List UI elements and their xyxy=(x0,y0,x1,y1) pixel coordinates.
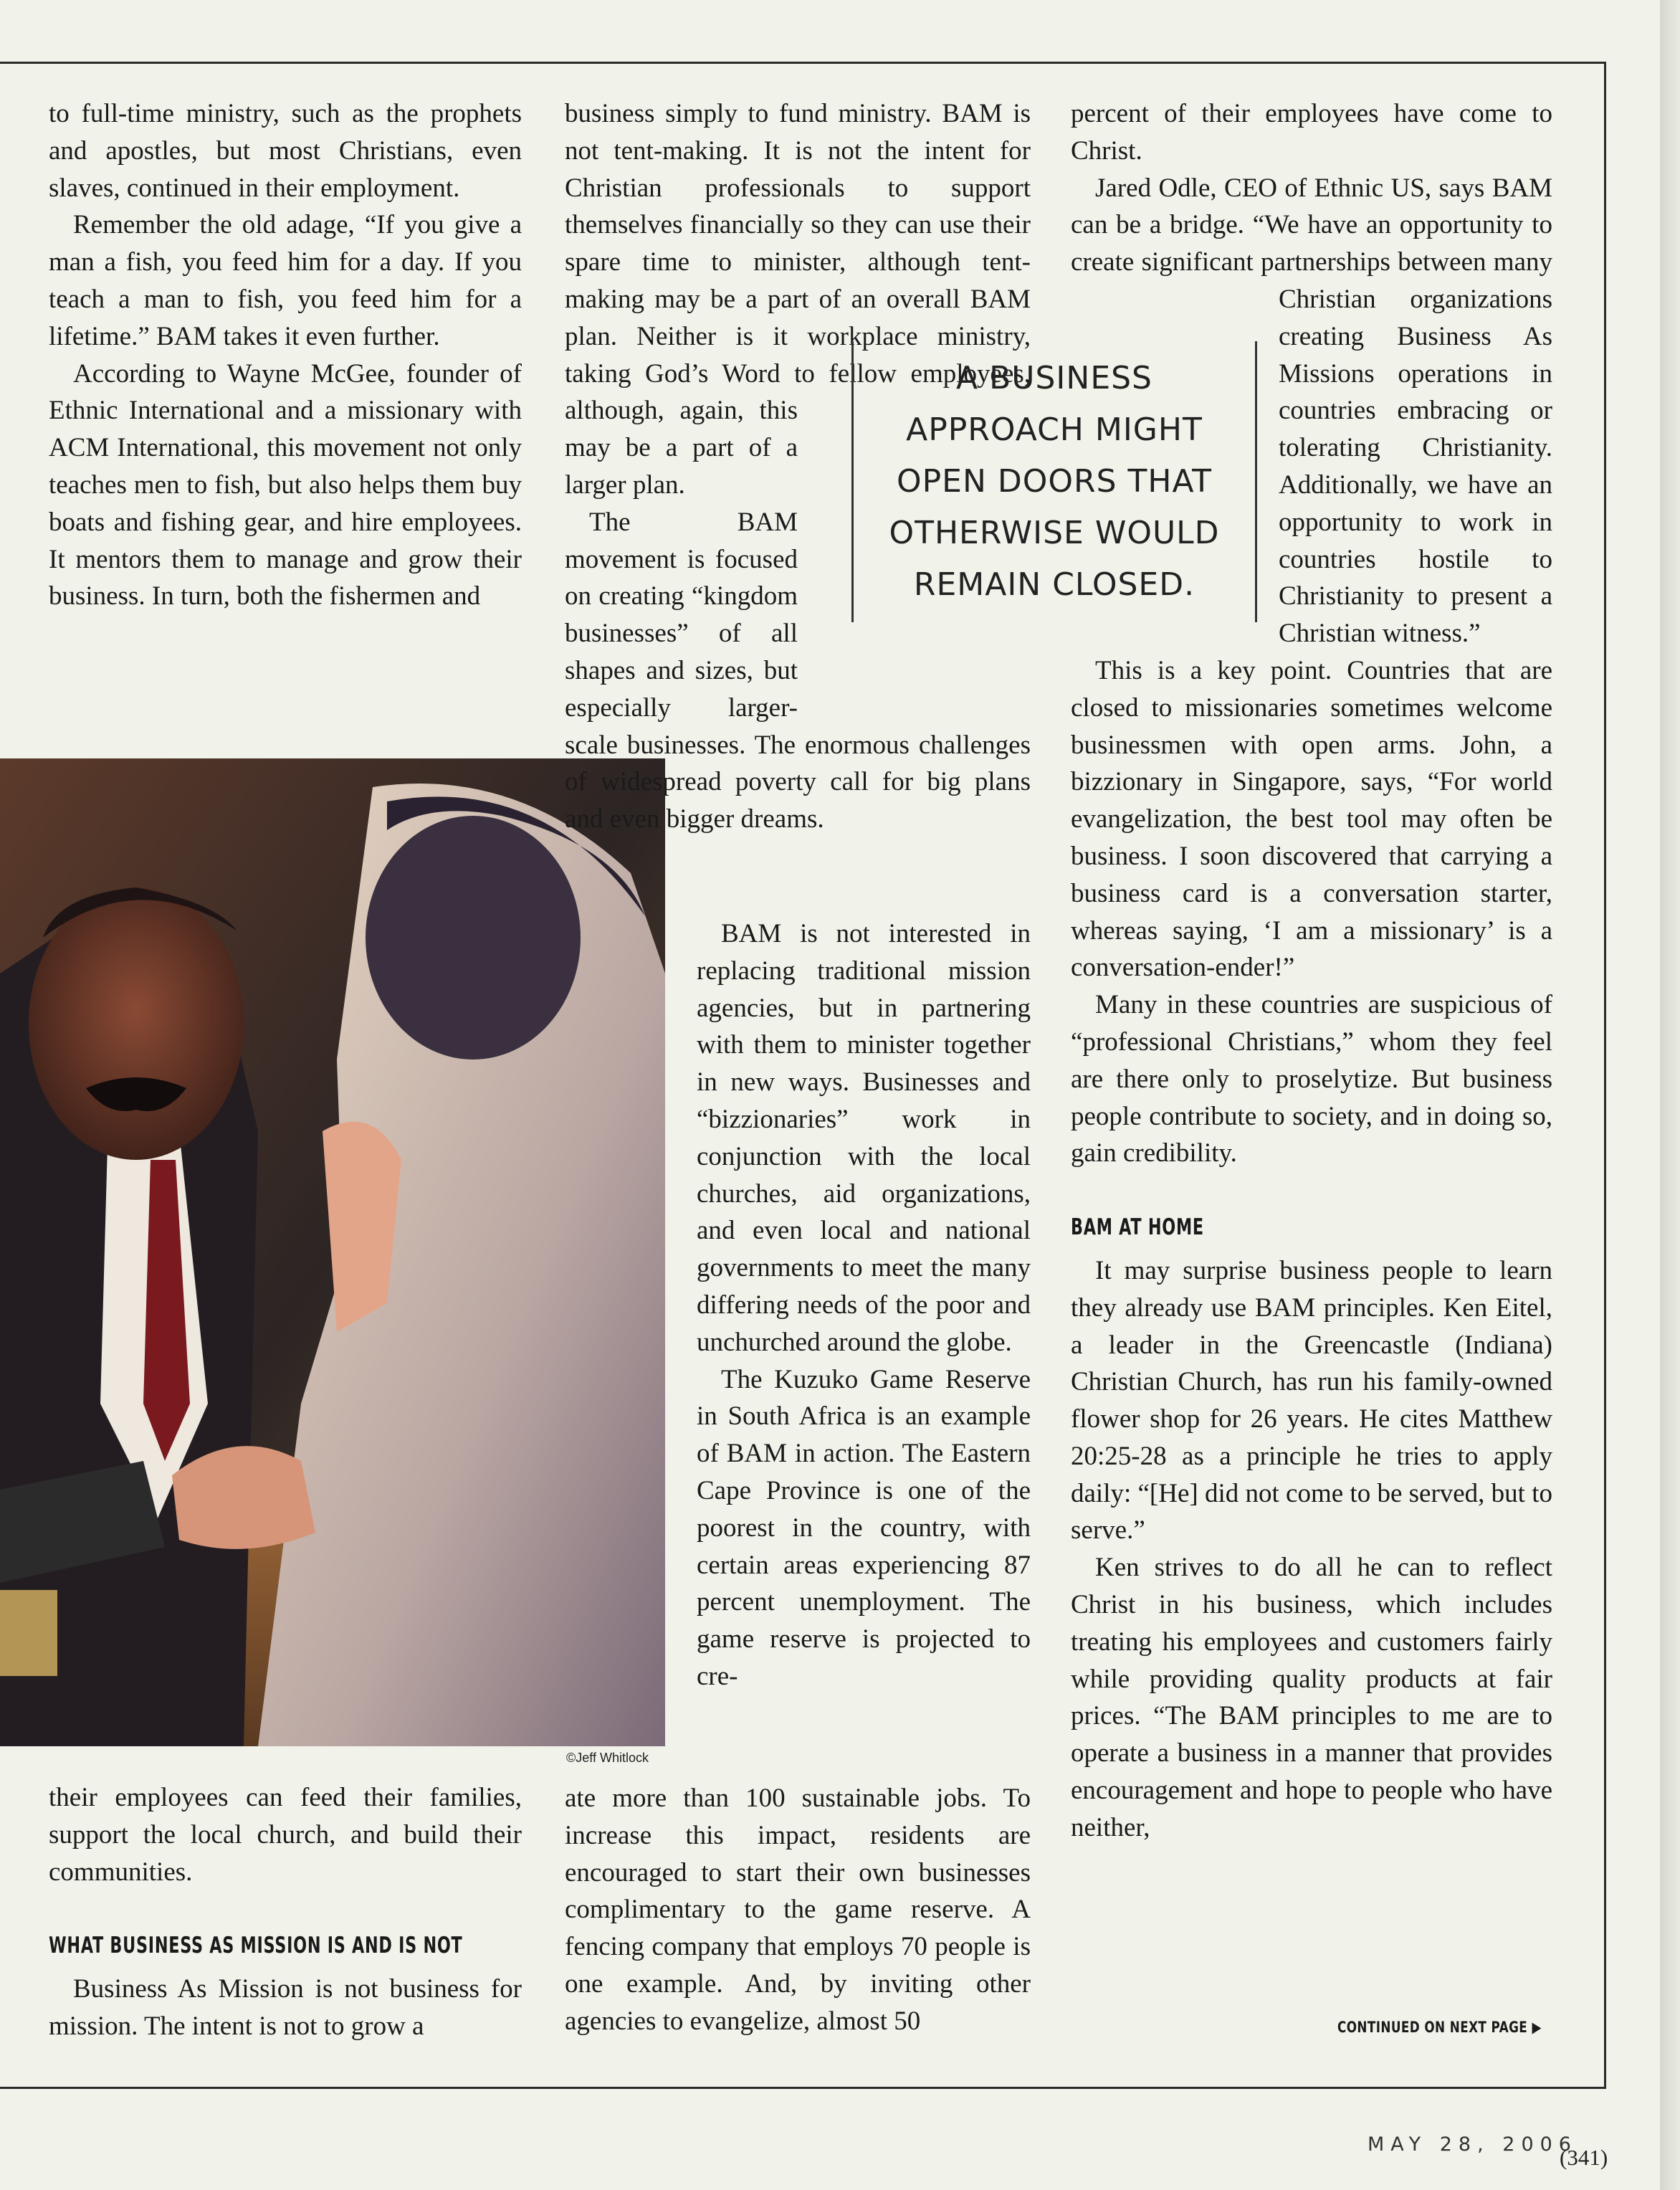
column-3 xyxy=(1071,95,1552,1847)
issue-date: MAY 28, 2006 xyxy=(1368,2133,1578,2156)
paragraph: Remember the old adage, “If you give a man a fish, you feed him for a day. If you teach a man to fish, you feed him for a lifetime.” BAM takes it even further. xyxy=(49,210,522,351)
column-1-bottom xyxy=(49,1779,522,2045)
continued-label: CONTINUED ON NEXT PAGE xyxy=(1337,2019,1528,2036)
paragraph: It may surprise business people to learn they already use BAM principles. Ken Eitel, a leader in the Greencastle (Indiana) Christian Church, has run his family-owned flower shop for 26 years. He cites Matthew 20:25-28 as a principle he tries to apply daily: “[He] did not come to be served, but to serve.” xyxy=(1071,1255,1552,1546)
column-2-narrow xyxy=(697,915,1031,1695)
pull-quote-line: REMAIN CLOSED. xyxy=(913,566,1195,603)
paragraph: The BAM movement is focused on creating “kingdom businesses” of all shapes and sizes, but especially larger-scale businesses. The enormous challenges of widespread poverty call for big plans and even bigger dreams. xyxy=(565,507,1031,834)
section-heading: WHAT BUSINESS AS MISSION IS AND IS NOT xyxy=(49,1933,463,1959)
paragraph: ate more than 100 sustainable jobs. To increase this impact, residents are encouraged to start their own businesses complimentary to the game reserve. A fencing company that employs 70 people is one example. And, by inviting other agencies to evangelize, almost 50 xyxy=(565,1784,1031,2036)
pull-quote-line: A BUSINESS xyxy=(956,360,1152,396)
paragraph: This is a key point. Countries that are closed to missionaries sometimes welcome businessmen with open arms. John, a bizzionary in Singapore, says, “For world evangelization, the best tool may often be business. I soon discovered that carrying a business card is a conversation starter, whereas saying, ‘I am a missionary’ is a conversation-ender!” xyxy=(1071,655,1552,983)
paragraph: business simply to fund ministry. BAM is not tent-making. It is not the intent for Christian professionals to support themselves financially so they can use their spare time to minister, although tent-making may be a part of an overall BAM plan. Neither is it workplace ministry, taking God’s Word to fellow employees, although, again, this may be a part of a larger plan. xyxy=(565,99,1031,500)
paragraph: The Kuzuko Game Reserve in South Africa is an example of BAM in action. The Eastern Cape Province is one of the poorest in the country, with certain areas experiencing 87 percent unemployment. The game reserve is projected to cre- xyxy=(697,1364,1031,1691)
column-2-bottom xyxy=(565,1780,1031,2040)
pull-quote-line: OTHERWISE WOULD xyxy=(889,515,1220,551)
paragraph: Business As Mission is not business for mission. The intent is not to grow a xyxy=(49,1974,522,2041)
continued-link[interactable] xyxy=(1337,2019,1542,2036)
scan-edge xyxy=(1660,0,1680,2190)
painting xyxy=(0,758,665,1746)
paragraph: to full-time ministry, such as the prophets and apostles, but most Christians, even slaves, continued in their employment. xyxy=(49,99,522,203)
paragraph: BAM is not interested in replacing traditional mission agencies, but in partnering with them to minister together in new ways. Businesses and “bizzionaries” work in conjunction with the local churches, aid organizations, and even local and national governments to meet the many differing needs of the poor and unchurched around the globe. xyxy=(697,919,1031,1357)
pull-quote-line: APPROACH MIGHT xyxy=(906,411,1203,448)
paragraph: their employees can feed their families, support the local church, and build their communities. xyxy=(49,1783,522,1887)
page-number: (341) xyxy=(1560,2145,1608,2170)
illustration-businessmen xyxy=(0,758,665,1746)
paragraph: Jared Odle, CEO of Ethnic US, says BAM can be a bridge. “We have an opportunity to create significant partnerships between many Christian organizations creating Business As Missions operations in countries embracing or tolerating Christianity. Additionally, we have an opportunity to work in countries hostile to Christianity to present a Christian witness.” xyxy=(1071,173,1552,649)
pull-quote-line: OPEN DOORS THAT xyxy=(896,463,1213,500)
paragraph: percent of their employees have come to Christ. xyxy=(1071,99,1552,166)
column-1 xyxy=(49,95,522,615)
triangle-right-icon: ▶ xyxy=(1532,2019,1542,2036)
paragraph: Many in these countries are suspicious of “professional Christians,” whom they feel are there only to proselytize. But business people contribute to society, and in doing so, gain credibility. xyxy=(1071,990,1552,1168)
photo-credit: ©Jeff Whitlock xyxy=(566,1751,649,1765)
section-heading: BAM AT HOME xyxy=(1071,1214,1204,1241)
paragraph: Ken strives to do all he can to reflect Christ in his business, which includes treating his employees and customers fairly while providing quality products at fair prices. “The BAM principles to me are to operate a business in a manner that provides encouragement and hope to people who have neither, xyxy=(1071,1553,1552,1842)
paragraph: According to Wayne McGee, founder of Ethnic International and a missionary with ACM International, this movement not only teaches men to fish, but also helps them buy boats and fishing gear, and hire employees. It mentors them to manage and grow their business. In turn, both the fishermen and xyxy=(49,358,522,611)
